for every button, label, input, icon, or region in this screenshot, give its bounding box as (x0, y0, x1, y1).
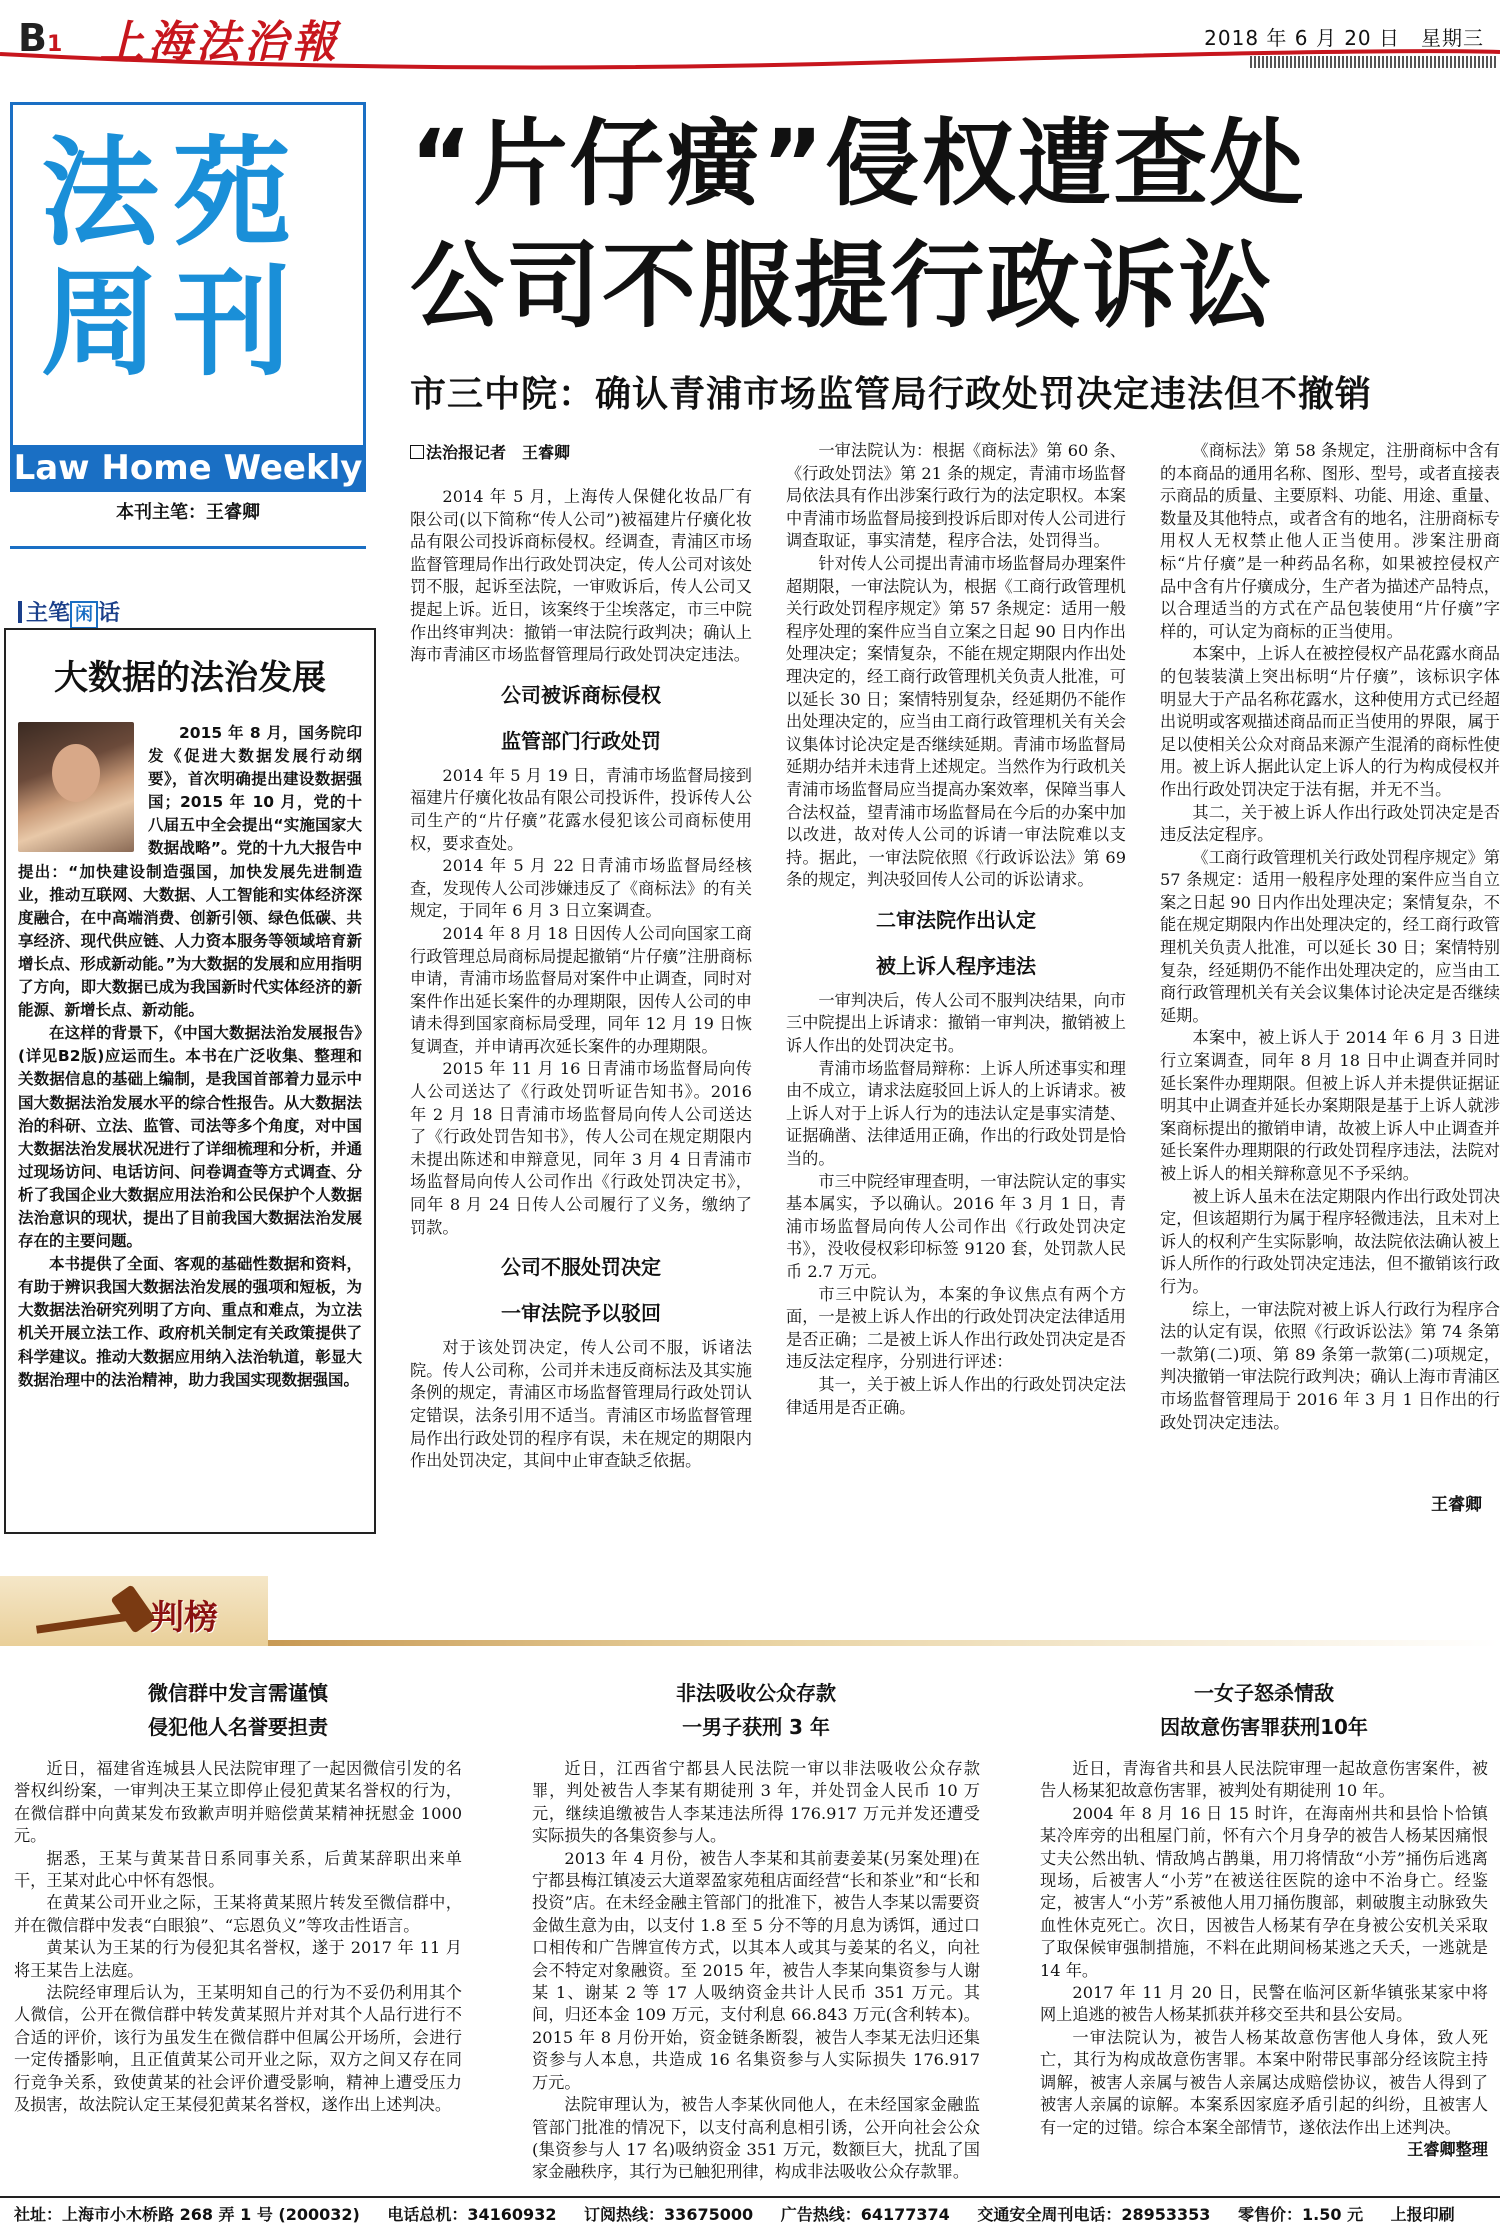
cases-banner-label: 判榜 (150, 1598, 218, 1638)
article-paragraph: 2014 年 8 月 18 日因传人公司向国家工商行政管理总局商标局提起撤销“片仔癀”注册商标申请，青浦市场监督局对案件中止调查，同时对案件作出延长案件的办理期限，因传人公司的申请未得到国家商标局受理，同年 12 月 19 日恢复调查，并申请再次延长案件的办理期限。 (410, 923, 752, 1056)
case-title: 微信群中发言需谨慎 (148, 1681, 328, 1705)
article-paragraph: 《商标法》第 58 条规定，注册商标中含有的本商品的通用名称、图形、型号，或者直接表示商品的质量、主要原料、功能、用途、重量、数量及其他特点，或者含有的地名，注册商标专用权人无权禁止他人正当使用。涉案注册商标“片仔癀”是一种药品名称，如果被控侵权产品中含有片仔癀成分，生产者为描述产品特点，以合理适当的方式在产品包装使用“片仔癀”字样的，可认定为商标的正当使用。 (1160, 441, 1500, 641)
article-paragraph: 对于该处罚决定，传人公司不服，诉诸法院。传人公司称，公司并未违反商标法及其实施条例的规定，青浦区市场监督管理局行政处罚认定错误，法条引用不适当。青浦区市场监督管理局作出行政处罚的程序有误，未在规定的期限内作出处罚决定，其间中止审查缺乏依据。 (410, 1338, 752, 1471)
article-paragraph: 市三中院认为，本案的争议焦点有两个方面，一是被上诉人作出的行政处罚决定法律适用是否正确；二是被上诉人作出行政处罚决定是否违反法定程序，分别进行评述： (786, 1284, 1126, 1372)
editorial-signature: 王睿卿 (1431, 1495, 1482, 1515)
case-paragraph: 近日，青海省共和县人民法院审理一起故意伤害案件，被告人杨某犯故意伤害罪，被判处有期徒刑 10 年。 (1040, 1759, 1488, 1801)
subheadline: 市三中院：确认青浦市场监管局行政处罚决定违法但不撤销 (410, 374, 1373, 415)
byline (410, 440, 570, 463)
article-subheading: 二审法院作出认定 (876, 907, 1036, 932)
article-paragraph: 其一，关于被上诉人作出的行政处罚决定法律适用是否正确。 (786, 1374, 1126, 1417)
case-paragraph: 2017 年 11 月 20 日，民警在临河区新华镇张某家中将网上追逃的被告人杨某抓获并移交至共和县公安局。 (1040, 1983, 1488, 2025)
photo-spacer (18, 722, 148, 858)
article-paragraph: 其二，关于被上诉人作出行政处罚决定是否违反法定程序。 (1160, 802, 1500, 845)
article-paragraph: 被上诉人虽未在法定期限内作出行政处罚决定，但该超期行为属于程序轻微违法，且未对上诉人的权利产生实际影响，故法院依法确认被上诉人所作的行政处罚决定违法，但不撤销该行政行为。 (1160, 1186, 1500, 1296)
case-title: 一女子怒杀情敌 (1194, 1681, 1334, 1705)
editorial-label-prefix: 主笔 (26, 601, 71, 626)
article-column-3 (1160, 440, 1500, 1536)
case-paragraph: 近日，江西省宁都县人民法院一审以非法吸收公众存款罪，判处被告人李某有期徒刑 3 年，并处罚金人民币 10 万元，继续追缴被告人李某违法所得 176.917 万元并发还遭受实际损失的各集资参与人。 (532, 1759, 980, 1846)
case-title: 非法吸收公众存款 (676, 1681, 836, 1705)
editorial-label (18, 596, 120, 629)
case-subtitle: 一男子获刑 3 年 (682, 1715, 830, 1739)
newspaper-logo: 上海法治報 (100, 17, 340, 68)
article-paragraph: 针对传人公司提出青浦市场监督局办理案件超期限，一审法院认为，根据《工商行政管理机关行政处罚程序规定》第 57 条规定：适用一般程序处理的案件应当自立案之日起 90 日内作出处理决定；案情复杂，不能在规定期限内作出处理决定的，经工商行政管理机关负责人批准，可以延长 30 日；案情特别复杂，经延期仍不能作出处理决定的，应当由工商行政管理机关有关会议集体讨论决定是否继续延期。青浦市场监督局延期办结并未违背上述规定。当然作为行政机关青浦市场监督局应当提高办案效率，保障当事人合法权益，望青浦市场监督局在今后的办案中加以改进，故对传人公司的诉请一审法院难以支持。据此，一审法院依照《行政诉讼法》第 69 条的规定，判决驳回传人公司的诉讼请求。 (786, 553, 1126, 890)
editorial-title: 大数据的法治发展 (54, 658, 326, 698)
label-bar (18, 601, 22, 623)
byline-text: 法治报记者 王睿卿 (426, 443, 571, 462)
article-paragraph: 一审法院认为：根据《商标法》第 60 条、《行政处罚法》第 21 条的规定，青浦市场监督局依法具有作出涉案行政行为的法定职权。本案中青浦市场监督局接到投诉后即对传人公司进行调查取证，事实清楚，程序合法，处罚得当。 (786, 441, 1126, 551)
main-headline (410, 104, 1306, 348)
article-paragraph: 2014 年 5 月 19 日，青浦市场监督局接到福建片仔癀化妆品有限公司投诉件，投诉传人公司生产的“片仔癀”花露水侵犯该公司商标使用权，要求查处。 (410, 765, 752, 853)
article-subheading: 公司被诉商标侵权 (501, 682, 661, 707)
footer-address: 社址：上海市小木桥路 268 弄 1 号 (200032) (14, 2205, 360, 2224)
divider (10, 546, 366, 549)
case-subtitle: 侵犯他人名誉要担责 (148, 1715, 328, 1739)
article-subheading: 公司不服处罚决定 (501, 1255, 661, 1280)
article-paragraph: 本案中，上诉人在被控侵权产品花露水商品的包装装潢上突出标明“片仔癀”，该标识字体明显大于产品名称花露水，这种使用方式已经超出说明或客观描述商品而正当使用的界限，属于足以使相关公众对商品来源产生混淆的商标性使用。被上诉人据此认定上诉人的行为构成侵权并作出行政处罚决定于法有据，并无不当。 (1160, 644, 1500, 799)
masthead (0, 0, 1500, 78)
article-paragraph: 2015 年 11 月 16 日青浦市场监督局向传人公司送达了《行政处罚听证告知书》。2016 年 2 月 18 日青浦市场监督局向传人公司送达了《行政处罚告知书》，传人公司在规定期限内未提出陈述和申辩意见，同年 3 月 4 日青浦市场监督局向传人公司作出《行政处罚决定书》，同年 8 月 24 日传人公司履行了义务，缴纳了罚款。 (410, 1059, 752, 1237)
article-paragraph: 《工商行政管理机关行政处罚程序规定》第 57 条规定：适用一般程序处理的案件应当自立案之日起 90 日内作出处理决定；案情复杂，不能在规定期限内作出处理决定的，经工商行政管理机关负责人批准，可以延长 30 日；案情特别复杂，经延期仍不能作出处理决定的，应当由工商行政管理机关有关会议集体讨论决定是否继续延期。 (1160, 847, 1500, 1025)
case-signature: 王睿卿整理 (1407, 2139, 1488, 2159)
case-paragraph: 黄某认为王某的行为侵犯其名誉权，遂于 2017 年 11 月将王某告上法庭。 (14, 1938, 462, 1980)
article-paragraph: 综上，一审法院对被上诉人行政行为程序合法的认定有误，依照《行政诉讼法》第 74 条第一款第(二)项、第 89 条第一款第(二)项规定，判决撤销一审法院行政判决；确认上海市青浦区市场监督管理局于 2016 年 3 月 1 日作出的行政处罚决定违法。 (1160, 1299, 1500, 1432)
cases-banner (0, 1576, 268, 1646)
case-column-3 (1040, 1676, 1488, 2196)
footer (14, 2202, 1477, 2225)
column-editor: 本刊主笔：王睿卿 (116, 502, 260, 523)
issue-date: 2018 年 6 月 20 日 星期三 (1204, 26, 1484, 50)
editorial-label-suffix: 话 (98, 601, 121, 626)
case-column-1 (14, 1676, 462, 2196)
editorial-paragraph: 在这样的背景下，《中国大数据法治发展报告》(详见B2版)应运而生。本书在广泛收集、整理和关数据信息的基础上编制，是我国首部着力显示中国大数据法治发展水平的综合性报告。从大数据法治的科研、立法、监管、司法等多个角度，对中国大数据法治发展状况进行了详细梳理和分析，并通过现场访问、电话访问、问卷调查等方式调查、分析了我国企业大数据应用法治和公民保护个人数据法治意识的现状，提出了目前我国大数据法治发展存在的主要问题。 (18, 1024, 362, 1251)
editorial-paragraph: 本书提供了全面、客观的基础性数据和资料，有助于辨识我国大数据法治发展的强项和短板，为大数据法治研究列明了方向、重点和难点，为立法机关开展立法工作、政府机关制定有关政策提供了科学建议。推动大数据应用纳入法治轨道，彰显大数据治理中的法治精神，助力我国实现数据强国。 (18, 1255, 362, 1389)
page-code (18, 16, 62, 60)
editorial-body (18, 722, 362, 1392)
headline-line2: 公司不服提行政诉讼 (410, 232, 1275, 341)
case-paragraph: 近日，福建省连城县人民法院审理了一起因微信引发的名誉权纠纷案，一审判决王某立即停止侵犯黄某名誉权的行为，在微信群中向黄某发布致歉声明并赔偿黄某精神抚慰金 1000 元。 (14, 1759, 462, 1846)
footer-subscribe: 订阅热线：33675000 (584, 2205, 754, 2224)
case-paragraph: 2004 年 8 月 16 日 15 时许，在海南州共和县恰卜恰镇某冷库旁的出租屋门前，怀有六个月身孕的被告人杨某因痛恨丈夫公然出轨、情敌鸠占鹊巢，用刀将情敌“小芳”捅伤后逃离现场，后被害人“小芳”在被送往医院的途中不治身亡。经鉴定，被害人“小芳”系被他人用刀捅伤腹部，刺破腹主动脉致失血性休克死亡。次日，因被告人杨某有孕在身被公安机关采取了取保候审强制措施，不料在此期间杨某逃之夭夭，一逃就是 14 年。 (1040, 1803, 1488, 1980)
column-badge-title (41, 124, 306, 392)
case-column-2 (532, 1676, 980, 2196)
gavel-head-icon (110, 1584, 155, 1633)
column-badge-line2: 周刊 (41, 253, 306, 392)
column-badge (10, 102, 366, 492)
case-paragraph: 法院经审理后认为，王某明知自己的行为不妥仍利用其个人微信，公开在微信群中转发黄某照片并对其个人品行进行不合适的评价，该行为虽发生在微信群中但属公开场所，会进行一定传播影响，且正值黄某公司开业之际，双方之间又存在同行竞争关系，致使黄某的社会评价遭受影响，精神上遭受压力及损害，故法院认定王某侵犯黄某名誉权，遂作出上述判决。 (14, 1983, 462, 2115)
footer-traffic: 交通安全周刊电话：28953353 (977, 2205, 1211, 2224)
article-paragraph: 本案中，被上诉人于 2014 年 6 月 3 日进行立案调查，同年 8 月 18 日中止调查并同时延长案件办理期限。但被上诉人并未提供证据证明其中止调查并延长办案期限是基于上诉人就涉案商标提出的撤销申请，故被上诉人中止调查并延长案件办理期限的行政处罚程序违法，法院对被上诉人的相关辩称意见不予采纳。 (1160, 1028, 1500, 1183)
case-paragraph: 2013 年 4 月份，被告人李某和其前妻姜某(另案处理)在宁都县梅江镇凌云大道翠盈家苑租店面经营“长和茶业”和“长和投资”店。在未经金融主管部门的批准下，被告人李某以需要资金做生意为由，以支付 1.8 至 5 分不等的月息为诱饵，通过口口相传和广告牌宣传方式，以其本人或其与姜某的名义，向社会不特定对象融资。至 2015 年，被告人李某向集资参与人谢某 1、谢某 2 等 17 人吸纳资金共计人民币 351 万元。其间，归还本金 109 万元，支付利息 66.843 万元(含利转本)。2015 年 8 月份开始，资金链条断裂，被告人李某无法归还集资参与人本息，共造成 16 名集资参与人实际损失 176.917 万元。 (532, 1848, 980, 2092)
article-paragraph: 2014 年 5 月 22 日青浦市场监督局经核查，发现传人公司涉嫌违反了《商标法》的有关规定，于同年 6 月 3 日立案调查。 (410, 856, 752, 921)
article-paragraph: 青浦市场监督局辩称：上诉人所述事实和理由不成立，请求法庭驳回上诉人的上诉请求。被上诉人对于上诉人行为的违法认定是事实清楚、证据确凿、法律适用正确，作出的行政处罚是恰当的。 (786, 1058, 1126, 1169)
footer-printer: 上报印刷 (1390, 2205, 1455, 2224)
article-paragraph: 2014 年 5 月，上海传人保健化妆品厂有限公司(以下简称“传人公司”)被福建片仔癀化妆品有限公司投诉商标侵权。经调查，青浦区市场监督管理局作出行政处罚决定，传人公司对该处罚不服，起诉至法院，一审败诉后，传人公司又提起上诉。近日，该案终于尘埃落定，市三中院作出终审判决：撤销一审法院行政判决；确认上海市青浦区市场监督管理局行政处罚决定违法。 (410, 487, 752, 665)
footer-phone: 电话总机：34160932 (387, 2205, 557, 2224)
editorial-paragraph: 2015 年 8 月，国务院印发《促进大数据发展行动纲要》，首次明确提出建设数据强国；2015 年 10 月，党的十八届五中全会提出“实施国家大数据战略”。党的十九大报告中提出：“加快建设制造强国，加快发展先进制造业，推动互联网、大数据、人工智能和实体经济深度融合，在中高端消费、创新引领、绿色低碳、共享经济、现代供应链、人力资本服务等领域培育新增长点、形成新动能。”为大数据的发展和应用指明了方向，即大数据已成为我国新时代实体经济的新能源、新增长点、新动能。 (18, 724, 362, 1020)
footer-ads: 广告热线：64177374 (780, 2205, 950, 2224)
decorative-hatch (1250, 56, 1496, 68)
article-column-2 (786, 440, 1126, 1536)
footer-rule (0, 2196, 1500, 2198)
case-paragraph: 在黄某公司开业之际，王某将黄某照片转发至微信群中，并在微信群中发表“白眼狼”、“忘恩负义”等攻击性语言。 (14, 1893, 462, 1935)
byline-square-icon (410, 445, 424, 459)
footer-price: 零售价：1.50 元 (1238, 2205, 1364, 2224)
case-subtitle: 因故意伤害罪获刑10年 (1160, 1715, 1368, 1739)
editorial-label-char: 闲 (70, 601, 98, 629)
article-subheading: 监管部门行政处罚 (501, 728, 661, 753)
article-subheading: 被上诉人程序违法 (876, 953, 1036, 978)
column-badge-english: Law Home Weekly (13, 445, 363, 491)
headline-line1: “片仔癀”侵权遭查处 (410, 110, 1306, 219)
page-number: 1 (46, 32, 63, 57)
case-paragraph: 一审法院认为，被告人杨某故意伤害他人身体，致人死亡，其行为构成故意伤害罪。本案中附带民事部分经该院主持调解，被害人亲属与被告人亲属达成赔偿协议，被告人得到了被害人亲属的谅解。本案系因家庭矛盾引起的纠纷，且被害人有一定的过错。综合本案全部情节，遂依法作出上述判决。 (1040, 2027, 1488, 2137)
article-paragraph: 一审判决后，传人公司不服判决结果，向市三中院提出上诉请求：撤销一审判决，撤销被上诉人作出的处罚决定书。 (786, 990, 1126, 1056)
article-column-1 (410, 486, 752, 1536)
page-letter: B (18, 16, 47, 60)
case-paragraph: 法院审理认为，被告人李某伙同他人，在未经国家金融监管部门批准的情况下，以支付高利息相引诱，公开向社会公众(集资参与人 17 名)吸纳资金 351 万元，数额巨大，扰乱了国家金融秩序，其行为已触犯刑律，构成非法吸收公众存款罪。 (532, 2095, 980, 2182)
article-subheading: 一审法院予以驳回 (501, 1301, 661, 1326)
case-paragraph: 据悉，王某与黄某昔日系同事关系，后黄某辞职出来单干，王某对此心中怀有怨恨。 (14, 1848, 462, 1891)
article-paragraph: 市三中院经审理查明，一审法院认定的事实基本属实，予以确认。2016 年 3 月 1 日，青浦市场监督局向传人公司作出《行政处罚决定书》，没收侵权彩印标签 9120 套，处罚款人民币 2.7 万元。 (786, 1171, 1126, 1281)
column-badge-line1: 法苑 (41, 124, 306, 262)
